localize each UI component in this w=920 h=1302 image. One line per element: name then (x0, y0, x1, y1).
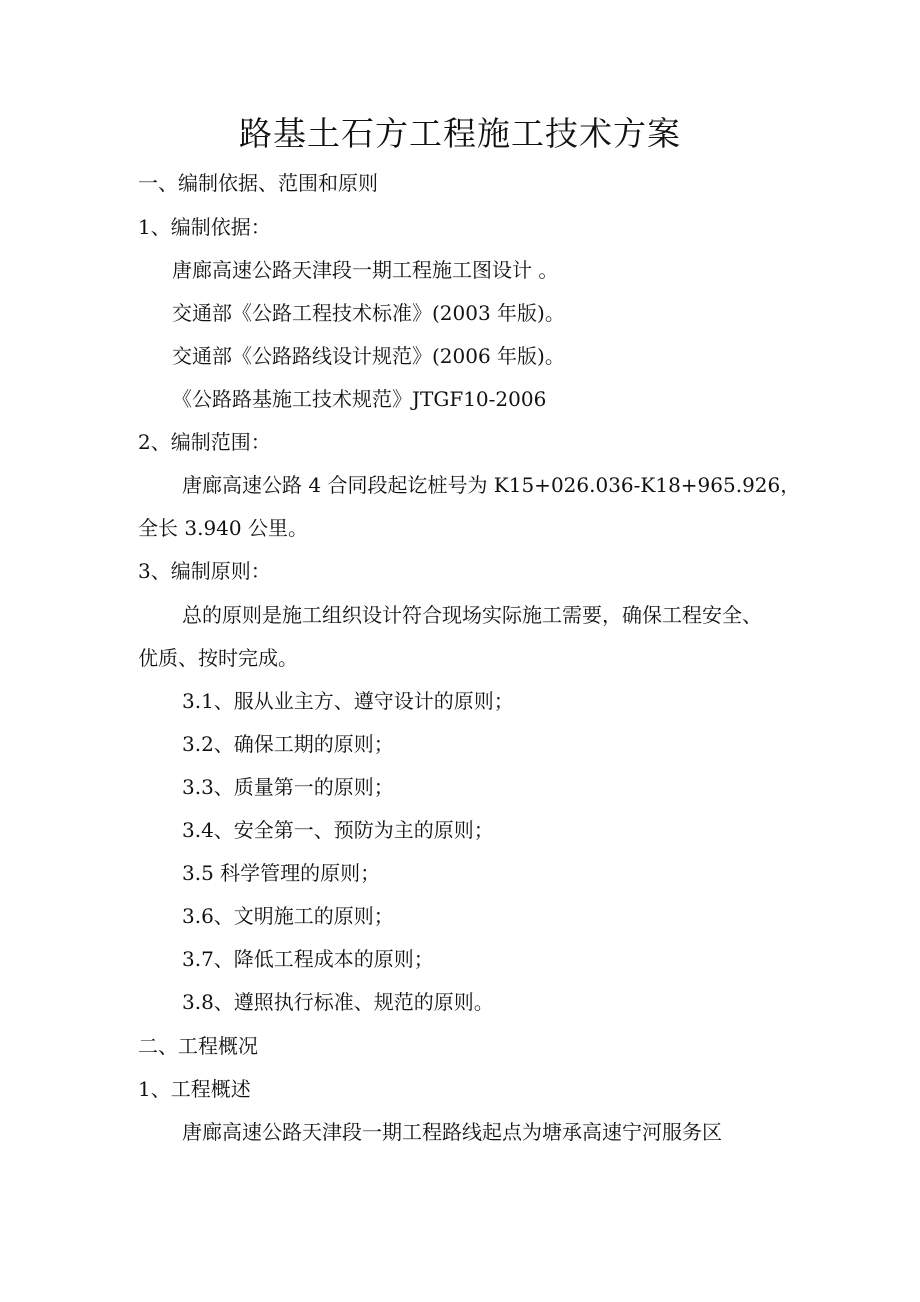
document-title: 路基土石方工程施工技术方案 (239, 114, 681, 153)
principle-item-3-8: 3.8、遵照执行标准、规范的原则。 (182, 990, 494, 1014)
principle-item-3-3: 3.3、质量第一的原则； (182, 775, 394, 799)
subsection-heading-scope: 2、编制范围： (138, 430, 271, 454)
basis-item-1: 唐廊高速公路天津段一期工程施工图设计 。 (172, 258, 559, 282)
subsection-heading-overview: 1、工程概述 (138, 1077, 251, 1101)
basis-item-4: 《公路路基施工技术规范》JTGF10-2006 (172, 387, 547, 411)
principle-item-3-5: 3.5 科学管理的原则； (182, 861, 381, 885)
section-heading-2: 二、工程概况 (138, 1034, 258, 1058)
principles-paragraph-line-1: 总的原则是施工组织设计符合现场实际施工需要，确保工程安全、 (182, 603, 762, 627)
overview-paragraph-line-1: 唐廊高速公路天津段一期工程路线起点为塘承高速宁河服务区 (182, 1120, 722, 1144)
principle-item-3-6: 3.6、文明施工的原则； (182, 904, 394, 928)
section-heading-1: 一、编制依据、范围和原则 (138, 171, 378, 195)
basis-item-2: 交通部《公路工程技术标准》(2003 年版)。 (172, 301, 565, 325)
subsection-heading-principles: 3、编制原则： (138, 559, 271, 583)
principle-item-3-2: 3.2、确保工期的原则； (182, 732, 394, 756)
subsection-heading-basis: 1、编制依据： (138, 215, 271, 239)
principles-paragraph-line-2: 优质、按时完成。 (138, 646, 298, 670)
scope-paragraph-line-1: 唐廊高速公路 4 合同段起讫桩号为 K15+026.036-K18+965.926， (182, 473, 801, 497)
scope-paragraph-line-2: 全长 3.940 公里。 (138, 516, 308, 540)
principle-item-3-1: 3.1、服从业主方、遵守设计的原则； (182, 689, 514, 713)
principle-item-3-7: 3.7、降低工程成本的原则； (182, 947, 434, 971)
principle-item-3-4: 3.4、安全第一、预防为主的原则； (182, 818, 494, 842)
basis-item-3: 交通部《公路路线设计规范》(2006 年版)。 (172, 344, 565, 368)
